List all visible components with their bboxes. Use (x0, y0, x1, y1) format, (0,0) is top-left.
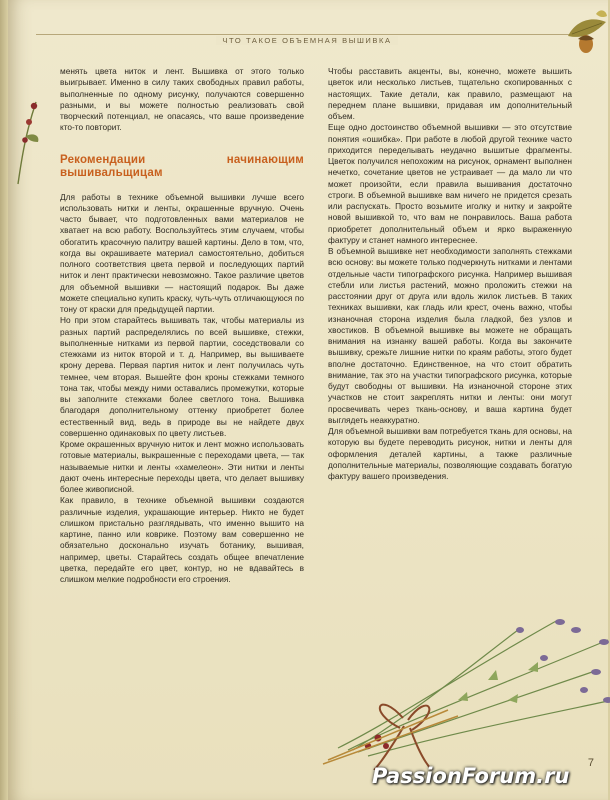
paragraph: Еще одно достоинство объемной вышивки — это отсутствие понятия «ошибка». При работе в любой другой технике часто приходится переделывать неудачно вышитые фрагменты. Цветок получился непохожим на рисунок, орнамент выполнен нечетко, сочетание цветов не устраивает — да мало ли что может произойти, если правила вышивания достаточно строги. В объемной вышивке вам ничего не придется срезать или распускать. Просто возьмите иголку и нитку и закройте новой вышивкой то, что вам не понравилось. Ваша работа приобретет дополнительный объем и ярко выраженную фактуру и станет намного интереснее. (328, 122, 572, 245)
paragraph: Кроме окрашенных вручную ниток и лент можно использовать готовые материалы, выкрашенные с переходами цвета, — так называемые нитки и ленты «хамелеон». Эти нитки и ленты дают очень интересные переходы цвета, что делает вышивку более живописной. (60, 439, 304, 494)
book-page (8, 0, 608, 800)
paragraph: Для работы в технике объемной вышивки лучше всего использовать нитки и ленты, окрашенные вручную. Очень часто бывает, что подготовленных вами материалов не хватает на всю работу. Воспользуйтесь этим случаем, чтобы обогатить красочную палитру вашей картины. Дело в том, что, когда вы окрашиваете материал самостоятельно, добиться полного соответствия цвета первой и последующих партий ниток и лент практически невозможно. Такое различие цветов для объемной вышивки — настоящий подарок. Вы даже можете специально купить краску, чуть-чуть отличающуюся по тону от краски для предыдущей партии. (60, 191, 304, 314)
right-text-column (328, 66, 572, 482)
intro-paragraph: менять цвета ниток и лент. Вышивка от этого только выигрывает. Именно в силу таких свободных правил работы, выполненные по одному рисунку, получаются совершенно разными, и вы можете полностью реализовать свой творческий потенциал, не опасаясь, что ваше произведение кто-то повторит. (60, 66, 304, 133)
running-head (36, 34, 578, 47)
acorn-leaf-decoration-icon (562, 6, 608, 56)
left-text-column (60, 66, 304, 585)
paragraph: В объемной вышивке нет необходимости заполнять стежками всю основу: вы можете только подчеркнуть нитками и лентами отдельные части типографского рисунка. Например вышивая стебли или листья растений, можно проложить стежки на расстоянии друг от друга или вдоль жилок листьев. В таких техниках вышивки, как гладь или крест, очень важно, чтобы изнаночная сторона изделия была гладкой, без узлов и хвостиков. В объемной вышивке вы можете не обращать внимания на изнанку вашей работы. Когда вы закончите вышивку, срежьте лишние нитки по краям работы, этого будет вполне достаточно. Единственное, на что стоит обратить внимание, так это на участки типографского рисунка, которые будут свободны от вышивки. На изнаночной стороне этих участков не стоит закреплять нитки и ленты: они могут просвечивать через ткань-основу, и ваша картина будет выглядеть неаккуратно. (328, 246, 572, 425)
paragraph: Чтобы расставить акценты, вы, конечно, можете вышить цветок или несколько листьев, тщательно скопированных с настоящих. Такие детали, как правило, размещают на переднем плане вышивки, придавая им дополнительный объем. (328, 66, 572, 121)
paragraph: Для объемной вышивки вам потребуется ткань для основы, на которую вы будете переводить рисунок, нитки и ленты для оформления деталей картины, а также различные дополнительные материалы, позволяющие создавать богатую фактуру вашего произведения. (328, 426, 572, 481)
paragraph: Но при этом старайтесь вышивать так, чтобы материалы из разных партий распределялись по всей вышивке, стежки, выполненные нитками из первой партии, соседствовали со стежками из ниток второй и т. д. Например, вы вышиваете крону дерева. Первая партия ниток и лент получилась чуть темнее, чем вторая. Вышейте фон кроны стежками темного тона так, чтобы между ними оставались промежутки, которые вы заполните стежками более светлого тона. Вышивка благодаря дополнительному оттенку приобретет более естественный вид, ведь в природе вы не найдете двух совершенно одинаковых по цвету листьев. (60, 315, 304, 438)
lavender-bouquet-illustration-icon (308, 600, 610, 770)
running-title: ЧТО ТАКОЕ ОБЪЕМНАЯ ВЫШИВКА (216, 36, 397, 45)
berry-sprig-decoration-icon (14, 96, 44, 186)
watermark-text: PassionForum.ru (372, 764, 570, 788)
section-heading: Рекомендации начинающим вышивальщицам (60, 153, 304, 179)
paragraph: Как правило, в технике объемной вышивки создаются различные изделия, украшающие интерьер. Никто не будет слишком пристально разглядывать, что именно вышито на картине, панно или коврике. Поэтому вам совершенно не обязательно досконально изучать ботанику, вышивая, например, цветы. Старайтесь создать общее впечатление цветка, передайте его цвет, контур, но не вдавайтесь в слишком мелкие подробности его строения. (60, 495, 304, 584)
page-number: 7 (587, 757, 594, 769)
book-spine-shadow (0, 0, 8, 800)
